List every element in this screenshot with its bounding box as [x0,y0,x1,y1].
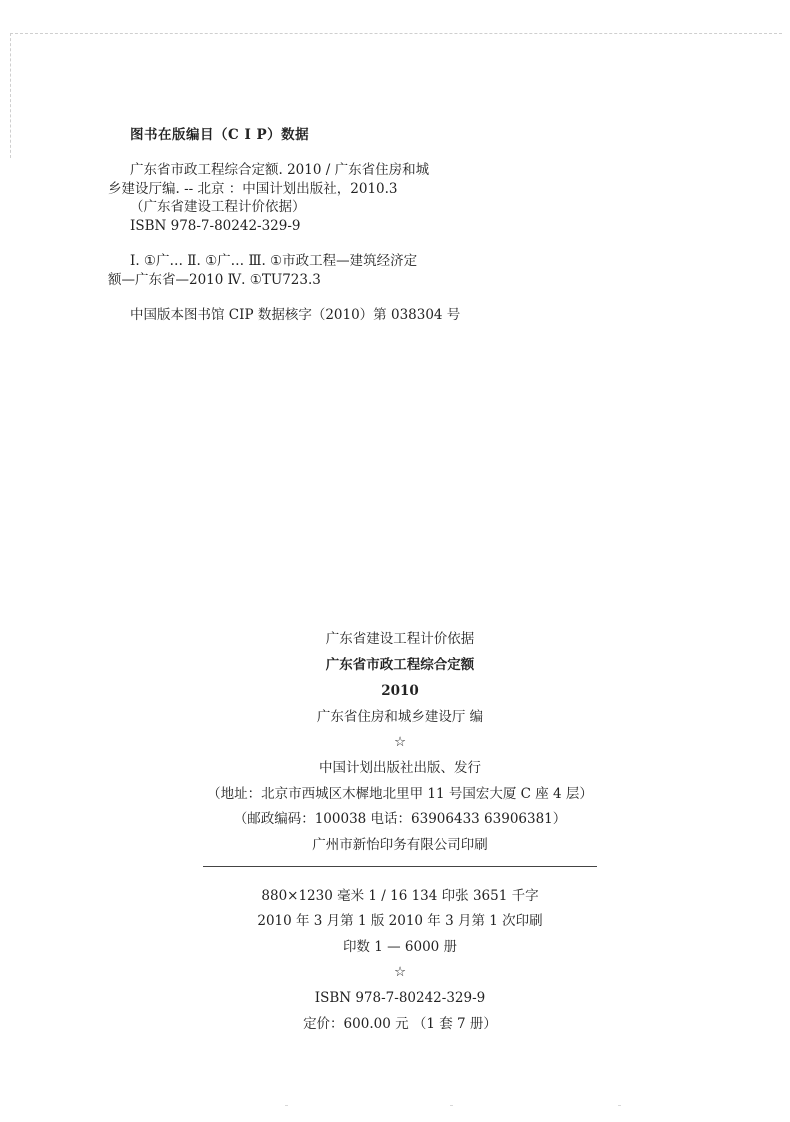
colophon-divider [203,866,597,867]
star-divider-1: ☆ [393,734,407,750]
colophon-publisher: 中国计划出版社出版、发行 [319,760,481,776]
colophon-editor: 广东省住房和城乡建设厅 编 [316,709,484,725]
scan-border-left [10,33,11,158]
colophon-edition: 2010 年 3 月第 1 版 2010 年 3 月第 1 次印刷 [257,913,543,929]
colophon-printer: 广州市新怡印务有限公司印刷 [312,837,488,853]
colophon-price: 定价：600.00 元 （1 套 7 册） [303,1016,497,1032]
cip-classification-line-2: 额—广东省—2010 Ⅳ. ①TU723.3 [108,272,321,288]
star-divider-2: ☆ [393,964,407,980]
colophon-print-run: 印数 1 — 6000 册 [342,939,458,955]
colophon-contact: （邮政编码：100038 电话：63906433 63906381） [233,811,567,827]
colophon-isbn: ISBN 978-7-80242-329-9 [314,990,486,1006]
scan-border-top [10,33,782,34]
colophon-specs: 880×1230 毫米 1 / 16 134 印张 3651 千字 [261,888,539,904]
colophon-series: 广东省建设工程计价依据 [325,631,475,647]
cip-heading: 图书在版编目（C I P）数据 [130,127,310,143]
cip-isbn: ISBN 978-7-80242-329-9 [130,218,301,234]
colophon-year: 2010 [381,683,419,699]
cip-classification-line-1: Ⅰ. ①广… Ⅱ. ①广… Ⅲ. ①市政工程—建筑经济定 [130,253,418,269]
colophon-title: 广东省市政工程综合定额 [325,657,475,673]
cip-series: （广东省建设工程计价依据） [130,199,306,215]
colophon-address: （地址：北京市西城区木樨地北里甲 11 号国宏大厦 C 座 4 层） [207,786,593,802]
cip-record-number: 中国版本图书馆 CIP 数据核字（2010）第 038304 号 [130,307,461,323]
scan-noise [0,1105,790,1111]
cip-entry-line-1: 广东省市政工程综合定额. 2010 / 广东省住房和城 [130,162,430,178]
cip-entry-line-2: 乡建设厅编. -- 北京 ：中国计划出版社，2010.3 [108,181,398,197]
